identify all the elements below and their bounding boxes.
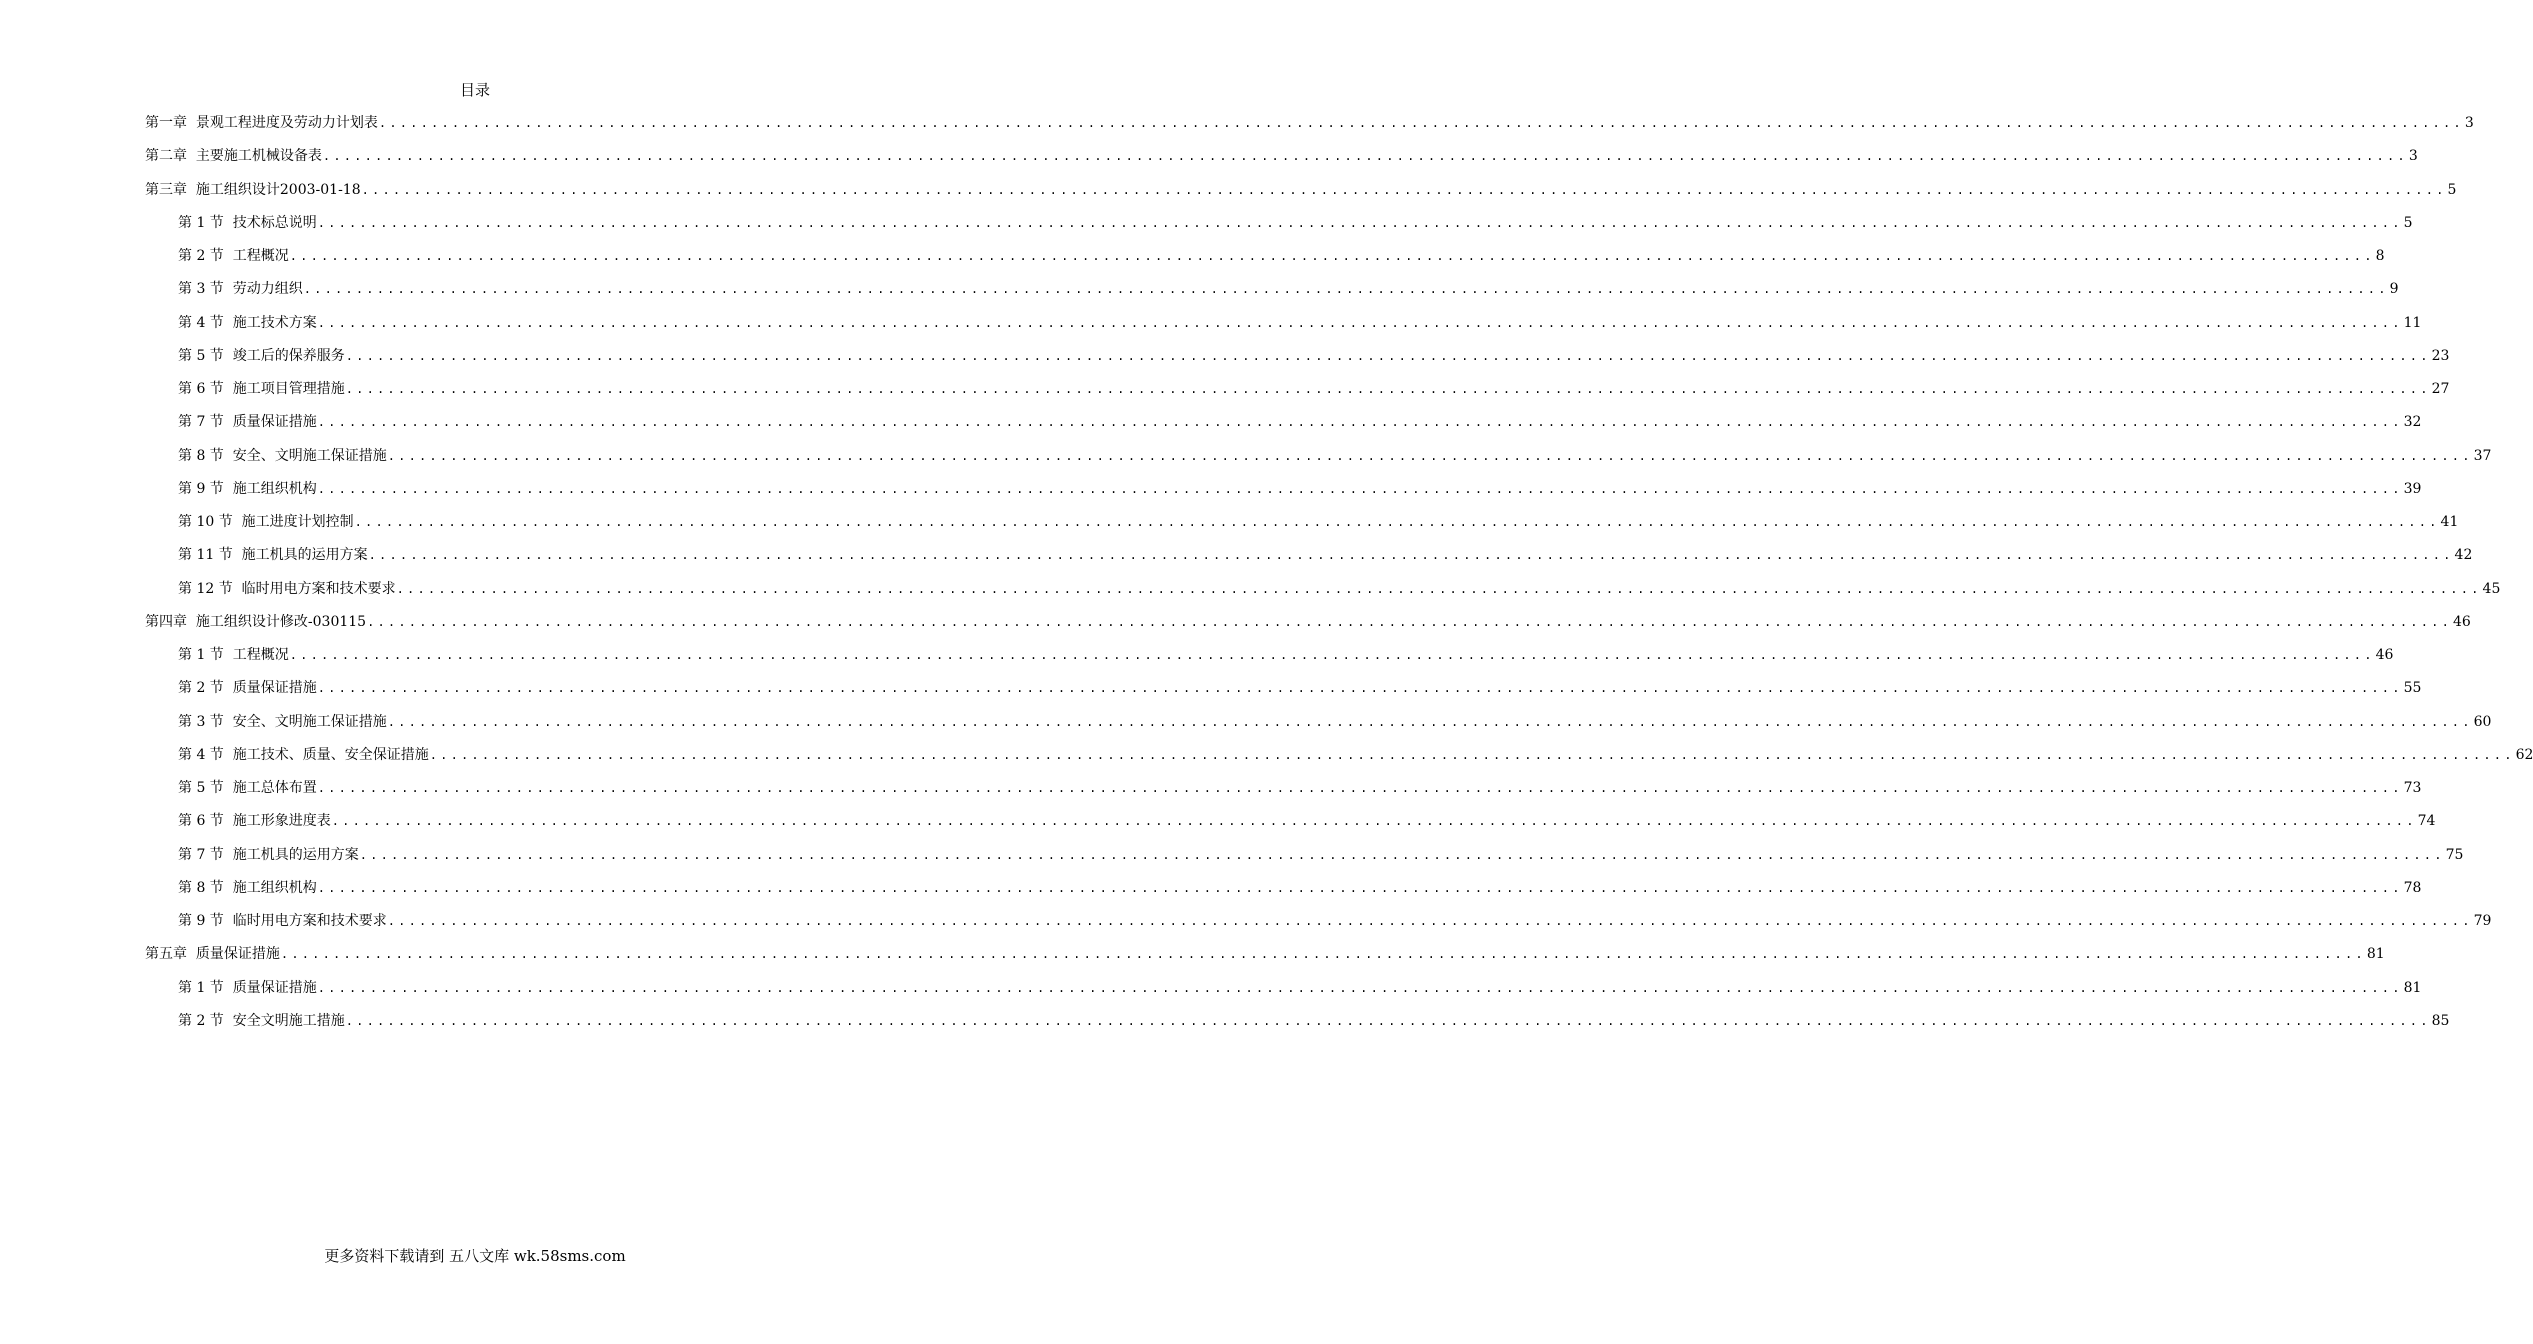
toc-entry-label: 第 9 节 临时用电方案和技术要求 — [178, 913, 387, 929]
toc-entry-page-number: 3 — [2408, 148, 2418, 165]
toc-entry-page-number: 81 — [2366, 946, 2385, 963]
toc-entry-page-number: 60 — [2473, 713, 2492, 730]
toc-entry-page-number: 23 — [2431, 347, 2450, 364]
toc-entry-label: 第 11 节 施工机具的运用方案 — [178, 547, 368, 564]
toc-section-entry[interactable] — [178, 366, 2450, 399]
toc-leader-dots: ........................................................................................................................................................................................................ — [317, 415, 2403, 430]
toc-entry-page-number: 46 — [2375, 647, 2394, 663]
toc-entry-label: 第 1 节 工程概况 — [178, 647, 289, 663]
toc-entry-page-number: 45 — [2482, 580, 2501, 597]
toc-section-entry[interactable] — [178, 200, 2413, 233]
toc-section-entry[interactable] — [178, 832, 2464, 865]
toc-entry-label: 第 12 节 临时用电方案和技术要求 — [178, 580, 396, 597]
toc-entry-page-number: 5 — [2403, 214, 2413, 231]
toc-entry-label: 第 8 节 施工组织机构 — [178, 879, 317, 896]
toc-title: 目录 — [459, 81, 490, 99]
toc-entry-label: 第 5 节 施工总体布置 — [178, 780, 317, 796]
toc-leader-dots: ........................................................................................................................................................................................................ — [331, 814, 2417, 829]
toc-section-entry[interactable] — [178, 998, 2450, 1031]
toc-leader-dots: ........................................................................................................................................................................................................ — [317, 880, 2403, 895]
toc-entry-label: 第四章 施工组织设计修改-030115 — [145, 613, 367, 630]
toc-entry-page-number: 37 — [2473, 447, 2492, 464]
toc-entry-label: 第 3 节 劳动力组织 — [178, 281, 303, 298]
toc-entry-label: 第五章 质量保证措施 — [145, 946, 280, 963]
toc-entry-page-number: 39 — [2403, 480, 2422, 497]
toc-leader-dots: ........................................................................................................................................................................................................ — [367, 614, 2452, 629]
toc-entry-label: 第 7 节 质量保证措施 — [178, 414, 317, 431]
toc-leader-dots: ........................................................................................................................................................................................................ — [317, 681, 2403, 696]
toc-section-entry[interactable] — [178, 798, 2436, 831]
toc-section-entry[interactable] — [178, 399, 2422, 432]
toc-section-entry[interactable] — [178, 333, 2450, 366]
toc-entry-label: 第 9 节 施工组织机构 — [178, 480, 317, 497]
toc-entry-page-number: 46 — [2453, 613, 2471, 630]
toc-entry-label: 第 2 节 质量保证措施 — [178, 680, 317, 697]
toc-entry-page-number: 62 — [2515, 746, 2533, 763]
toc-entry-page-number: 11 — [2403, 314, 2422, 331]
toc-leader-dots: ........................................................................................................................................................................................................ — [317, 215, 2403, 230]
toc-section-entry[interactable] — [178, 732, 2533, 765]
toc-section-entry[interactable] — [178, 699, 2492, 732]
toc-section-entry[interactable] — [178, 466, 2422, 499]
toc-chapter-entry[interactable] — [145, 167, 2457, 200]
toc-section-entry[interactable] — [178, 665, 2422, 698]
toc-leader-dots: ........................................................................................................................................................................................................ — [361, 182, 2447, 197]
toc-chapter-entry[interactable] — [145, 100, 2474, 133]
toc-leader-dots: ........................................................................................................................................................................................................ — [387, 448, 2473, 463]
toc-entry-page-number: 5 — [2447, 181, 2457, 198]
toc-leader-dots: ........................................................................................................................................................................................................ — [289, 249, 2375, 263]
toc-entry-page-number: 42 — [2454, 547, 2473, 564]
toc-section-entry[interactable] — [178, 765, 2422, 798]
toc-entry-page-number: 9 — [2389, 281, 2399, 298]
toc-entry-page-number: 78 — [2403, 879, 2422, 896]
footer-note: 更多资料下载请到 五八文库 wk.58sms.com — [324, 1247, 626, 1265]
toc-section-entry[interactable] — [178, 632, 2394, 665]
toc-entry-page-number: 8 — [2375, 248, 2385, 264]
toc-leader-dots: ........................................................................................................................................................................................................ — [317, 315, 2403, 330]
toc-entry-label: 第 1 节 技术标总说明 — [178, 214, 317, 231]
toc-entry-label: 第 2 节 工程概况 — [178, 248, 289, 264]
toc-entry-label: 第 6 节 施工形象进度表 — [178, 813, 331, 830]
toc-entry-label: 第 4 节 施工技术、质量、安全保证措施 — [178, 746, 429, 763]
toc-leader-dots: ........................................................................................................................................................................................................ — [359, 847, 2445, 862]
toc-section-entry[interactable] — [178, 233, 2385, 266]
toc-entry-page-number: 79 — [2473, 913, 2492, 929]
toc-entry-label: 第三章 施工组织设计2003-01-18 — [145, 181, 361, 198]
toc-entry-page-number: 73 — [2403, 780, 2422, 796]
toc-leader-dots: ........................................................................................................................................................................................................ — [317, 781, 2403, 795]
toc-entry-page-number: 74 — [2417, 813, 2436, 830]
toc-section-entry[interactable] — [178, 566, 2501, 599]
toc-entry-label: 第 6 节 施工项目管理措施 — [178, 381, 345, 397]
toc-entry-page-number: 85 — [2431, 1012, 2450, 1029]
toc-entry-page-number: 81 — [2403, 979, 2422, 996]
toc-leader-dots: ........................................................................................................................................................................................................ — [317, 980, 2403, 995]
toc-leader-dots: ........................................................................................................................................................................................................ — [303, 282, 2389, 297]
toc-leader-dots: ........................................................................................................................................................................................................ — [378, 116, 2464, 130]
toc-entry-page-number: 75 — [2445, 846, 2464, 863]
toc-leader-dots: ........................................................................................................................................................................................................ — [345, 1013, 2431, 1028]
toc-section-entry[interactable] — [178, 433, 2492, 466]
toc-leader-dots: ........................................................................................................................................................................................................ — [317, 481, 2403, 496]
toc-section-entry[interactable] — [178, 532, 2473, 565]
toc-section-entry[interactable] — [178, 499, 2459, 532]
toc-entry-label: 第 4 节 施工技术方案 — [178, 314, 317, 331]
toc-section-entry[interactable] — [178, 300, 2422, 333]
toc-entry-label: 第 3 节 安全、文明施工保证措施 — [178, 713, 387, 730]
toc-entry-label: 第 2 节 安全文明施工措施 — [178, 1012, 345, 1029]
toc-entry-label: 第 8 节 安全、文明施工保证措施 — [178, 447, 387, 464]
toc-leader-dots: ........................................................................................................................................................................................................ — [345, 382, 2431, 396]
toc-section-entry[interactable] — [178, 898, 2492, 931]
toc-entry-page-number: 41 — [2440, 514, 2459, 530]
toc-entry-label: 第 7 节 施工机具的运用方案 — [178, 846, 359, 863]
toc-entry-page-number: 3 — [2464, 115, 2474, 131]
toc-entry-label: 第 1 节 质量保证措施 — [178, 979, 317, 996]
toc-chapter-entry[interactable] — [145, 599, 2471, 632]
toc-section-entry[interactable] — [178, 266, 2399, 299]
toc-entry-label: 第 10 节 施工进度计划控制 — [178, 514, 354, 530]
toc-leader-dots: ........................................................................................................................................................................................................ — [387, 914, 2473, 928]
toc-entry-label: 第 5 节 竣工后的保养服务 — [178, 347, 345, 364]
toc-section-entry[interactable] — [178, 965, 2422, 998]
toc-leader-dots: ........................................................................................................................................................................................................ — [396, 581, 2482, 596]
toc-entry-page-number: 27 — [2431, 381, 2450, 397]
toc-chapter-entry[interactable] — [145, 931, 2385, 964]
toc-chapter-entry[interactable] — [145, 133, 2418, 166]
toc-leader-dots: ........................................................................................................................................................................................................ — [345, 348, 2431, 363]
toc-leader-dots: ........................................................................................................................................................................................................ — [387, 714, 2473, 729]
toc-entry-label: 第一章 景观工程进度及劳动力计划表 — [145, 115, 378, 131]
toc-leader-dots: ........................................................................................................................................................................................................ — [368, 548, 2454, 563]
toc-entry-page-number: 55 — [2403, 680, 2422, 697]
toc-leader-dots: ........................................................................................................................................................................................................ — [354, 515, 2440, 529]
toc-leader-dots: ........................................................................................................................................................................................................ — [322, 149, 2408, 164]
toc-section-entry[interactable] — [178, 865, 2422, 898]
toc-leader-dots: ........................................................................................................................................................................................................ — [289, 648, 2375, 662]
toc-leader-dots: ........................................................................................................................................................................................................ — [280, 947, 2366, 962]
toc-entry-page-number: 32 — [2403, 414, 2422, 431]
toc-leader-dots: ........................................................................................................................................................................................................ — [429, 747, 2515, 762]
toc-entry-label: 第二章 主要施工机械设备表 — [145, 148, 322, 165]
